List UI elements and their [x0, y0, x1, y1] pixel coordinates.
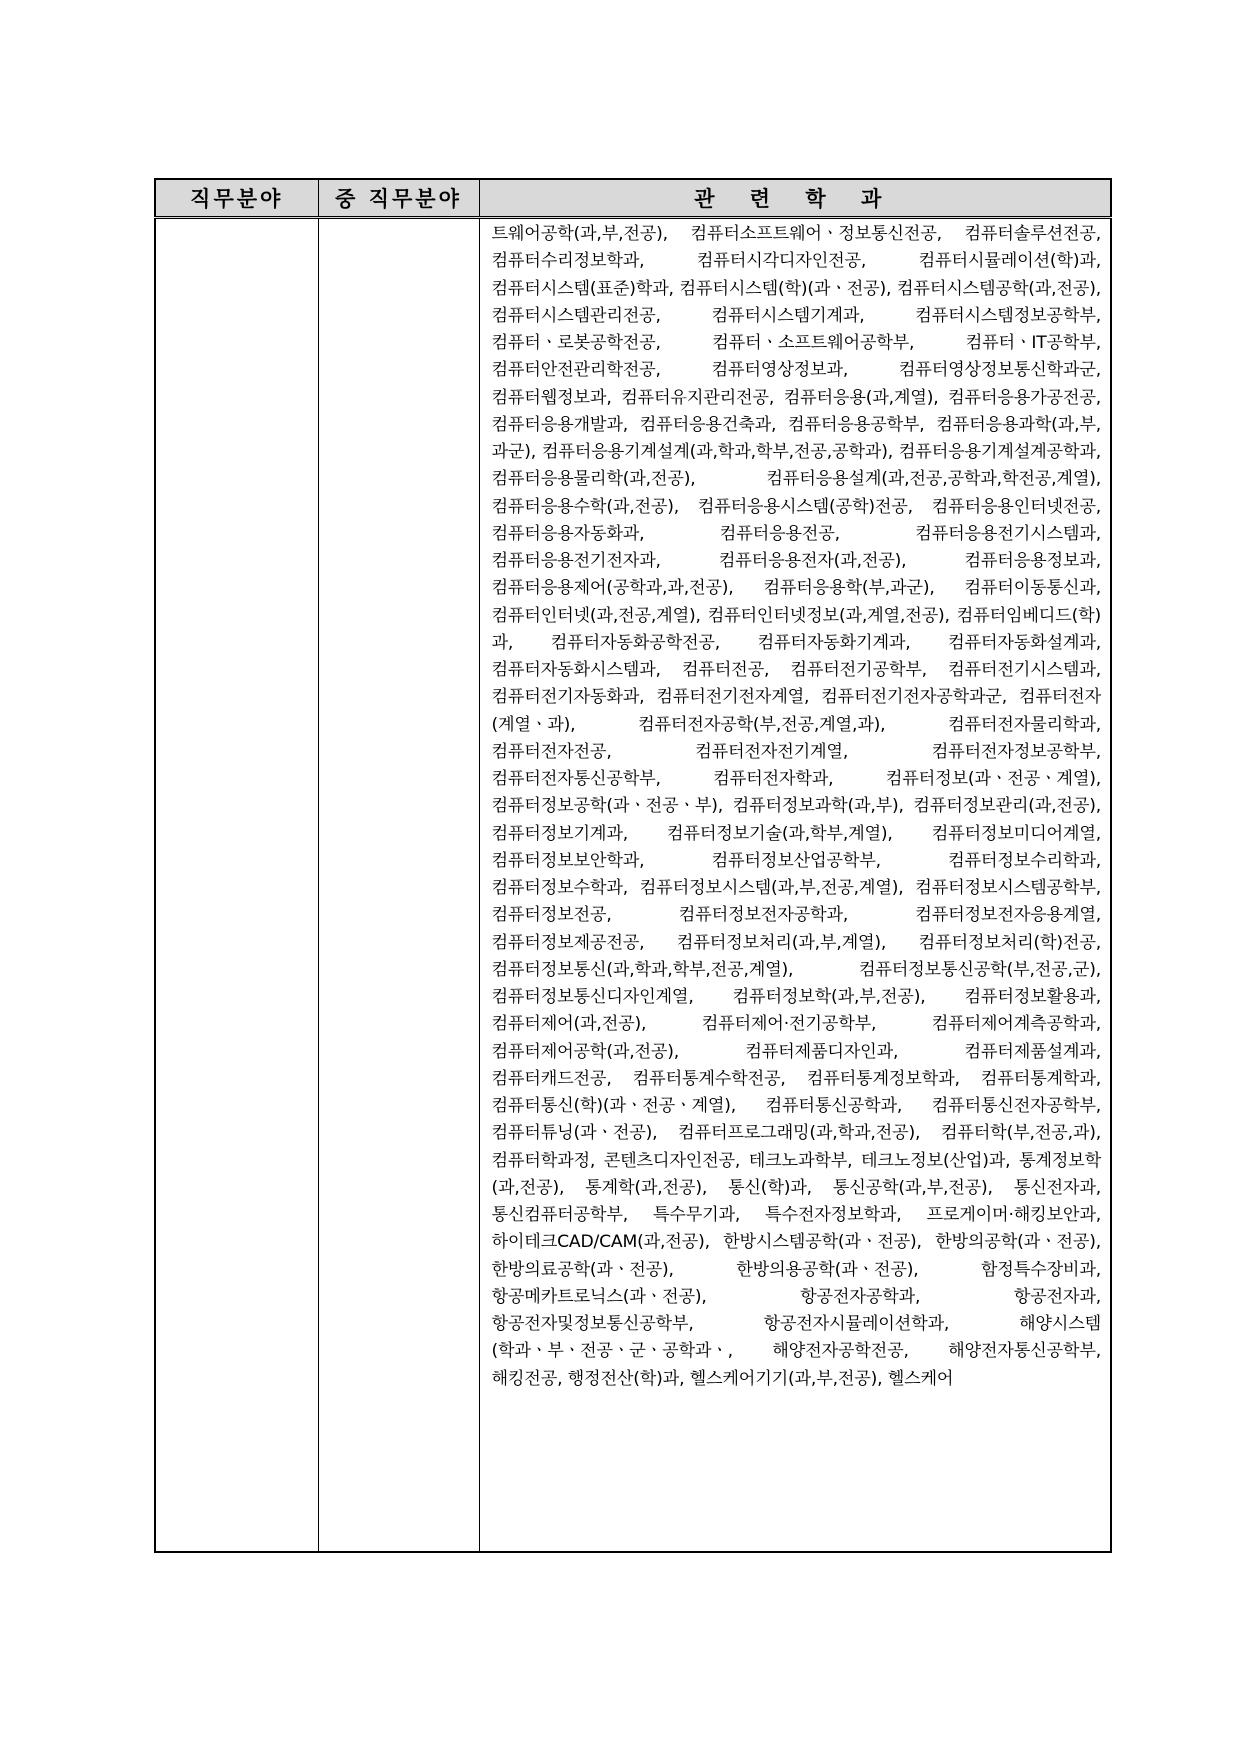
- job-field-cell: [155, 218, 318, 1553]
- table-header-row: [155, 179, 1111, 218]
- related-departments-cell: [479, 218, 1111, 1553]
- header-related-departments: 관 련 학 과: [479, 179, 1111, 218]
- department-table: [154, 178, 1112, 1553]
- header-sub-job-field: 중 직무분야: [318, 179, 479, 218]
- table-row: [155, 218, 1111, 1553]
- sub-job-field-cell: [318, 218, 479, 1553]
- header-job-field: 직무분야: [155, 179, 318, 218]
- related-departments-text: 트웨어공학(과,부,전공), 컴퓨터소프트웨어ㆍ정보통신전공, 컴퓨터솔루션전공, 컴퓨터수리정보학과, 컴퓨터시각디자인전공, 컴퓨터시뮬레이션(학)과, 컴퓨터시스템(표준)학과, 컴퓨터시스템(학)(과ㆍ전공), 컴퓨터시스템공학(과,전공), 컴퓨터시스템관리전공, 컴퓨터시스템기계과, 컴퓨터시스템정보공학부, 컴퓨터ㆍ로봇공학전공, 컴퓨터ㆍ소프트웨어공학부, 컴퓨터ㆍIT공학부, 컴퓨터안전관리학전공, 컴퓨터영상정보과, 컴퓨터영상정보통신학과군, 컴퓨터웹정보과, 컴퓨터유지관리전공, 컴퓨터응용(과,계열), 컴퓨터응용가공전공, 컴퓨터응용개발과, 컴퓨터응용건축과, 컴퓨터응용공학부, 컴퓨터응용과학(과,부,과군), 컴퓨터응용기계설계(과,학과,학부,전공,공학과), 컴퓨터응용기계설계공학과, 컴퓨터응용물리학(과,전공), 컴퓨터응용설계(과,전공,공학과,학전공,계열), 컴퓨터응용수학(과,전공), 컴퓨터응용시스템(공학)전공, 컴퓨터응용인터넷전공, 컴퓨터응용자동화과, 컴퓨터응용전공, 컴퓨터응용전기시스템과, 컴퓨터응용전기전자과, 컴퓨터응용전자(과,전공), 컴퓨터응용정보과, 컴퓨터응용제어(공학과,과,전공), 컴퓨터응용학(부,과군), 컴퓨터이동통신과, 컴퓨터인터넷(과,전공,계열), 컴퓨터인터넷정보(과,계열,전공), 컴퓨터임베디드(학)과, 컴퓨터자동화공학전공, 컴퓨터자동화기계과, 컴퓨터자동화설계과, 컴퓨터자동화시스템과, 컴퓨터전공, 컴퓨터전기공학부, 컴퓨터전기시스템과, 컴퓨터전기자동화과, 컴퓨터전기전자계열, 컴퓨터전기전자공학과군, 컴퓨터전자(계열ㆍ과), 컴퓨터전자공학(부,전공,계열,과), 컴퓨터전자물리학과, 컴퓨터전자전공, 컴퓨터전자전기계열, 컴퓨터전자정보공학부, 컴퓨터전자통신공학부, 컴퓨터전자학과, 컴퓨터정보(과ㆍ전공ㆍ계열), 컴퓨터정보공학(과ㆍ전공ㆍ부), 컴퓨터정보과학(과,부), 컴퓨터정보관리(과,전공), 컴퓨터정보기계과, 컴퓨터정보기술(과,학부,계열), 컴퓨터정보미디어계열, 컴퓨터정보보안학과, 컴퓨터정보산업공학부, 컴퓨터정보수리학과, 컴퓨터정보수학과, 컴퓨터정보시스템(과,부,전공,계열), 컴퓨터정보시스템공학부, 컴퓨터정보전공, 컴퓨터정보전자공학과, 컴퓨터정보전자응용계열, 컴퓨터정보제공전공, 컴퓨터정보처리(과,부,계열), 컴퓨터정보처리(학)전공, 컴퓨터정보통신(과,학과,학부,전공,계열), 컴퓨터정보통신공학(부,전공,군), 컴퓨터정보통신디자인계열, 컴퓨터정보학(과,부,전공), 컴퓨터정보활용과, 컴퓨터제어(과,전공), 컴퓨터제어·전기공학부, 컴퓨터제어계측공학과, 컴퓨터제어공학(과,전공), 컴퓨터제품디자인과, 컴퓨터제품설계과, 컴퓨터캐드전공, 컴퓨터통계수학전공, 컴퓨터통계정보학과, 컴퓨터통계학과, 컴퓨터통신(학)(과ㆍ전공ㆍ계열), 컴퓨터통신공학과, 컴퓨터통신전자공학부, 컴퓨터튜닝(과ㆍ전공), 컴퓨터프로그래밍(과,학과,전공), 컴퓨터학(부,전공,과), 컴퓨터학과정, 콘텐츠디자인전공, 테크노과학부, 테크노정보(산업)과, 통계정보학(과,전공), 통계학(과,전공), 통신(학)과, 통신공학(과,부,전공), 통신전자과, 통신컴퓨터공학부, 특수무기과, 특수전자정보학과, 프로게이머·해킹보안과, 하이테크CAD/CAM(과,전공), 한방시스템공학(과ㆍ전공), 한방의공학(과ㆍ전공), 한방의료공학(과ㆍ전공), 한방의용공학(과ㆍ전공), 함정특수장비과, 항공메카트로닉스(과ㆍ전공), 항공전자공학과, 항공전자과, 항공전자및정보통신공학부, 항공전자시뮬레이션학과, 해양시스템(학과ㆍ부ㆍ전공ㆍ군ㆍ공학과ㆍ, 해양전자공학전공, 해양전자통신공학부, 해킹전공, 행정전산(학)과, 헬스케어기기(과,부,전공), 헬스케어: [491, 224, 1101, 1389]
